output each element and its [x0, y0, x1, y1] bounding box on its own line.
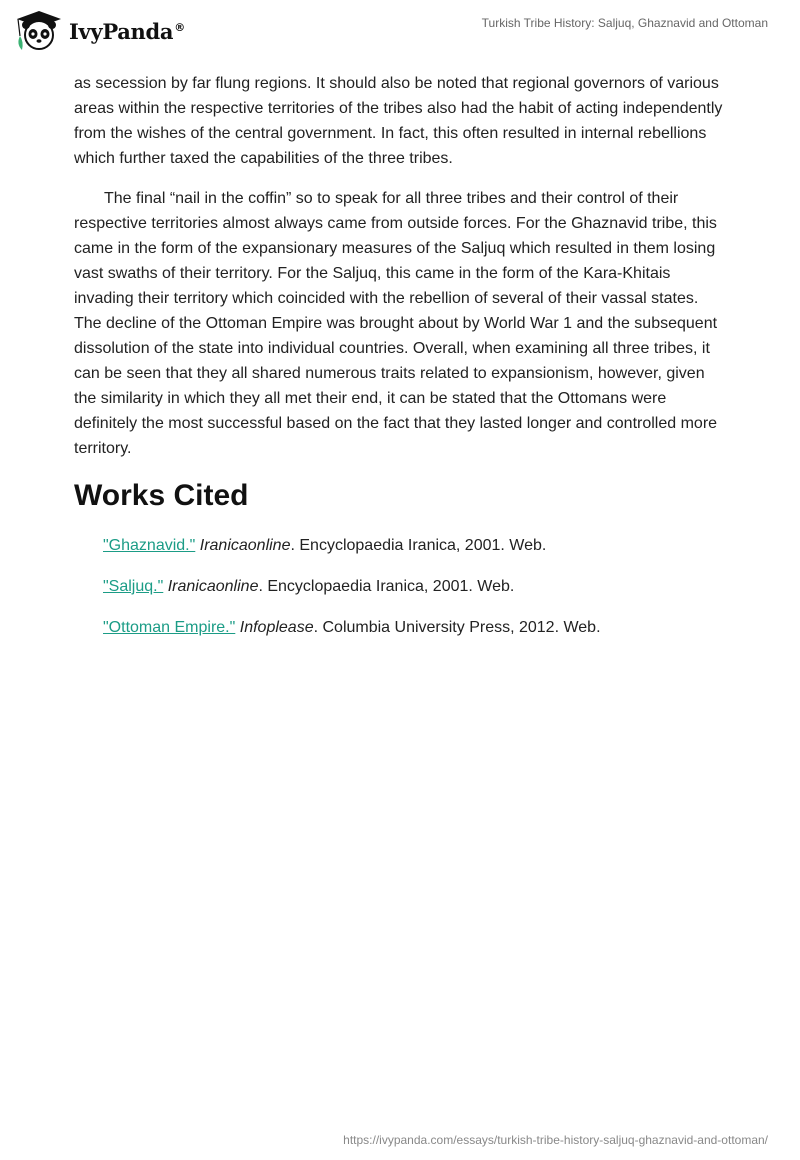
citation-details: . Encyclopaedia Iranica, 2001. Web. [290, 537, 547, 554]
citation-source: Infoplease [239, 619, 314, 636]
citation-link[interactable]: "Saljuq." [103, 578, 164, 595]
document-title: Turkish Tribe History: Saljuq, Ghaznavid and Ottoman [481, 16, 768, 30]
citation-link[interactable]: "Ottoman Empire." [103, 619, 236, 636]
citation-item [103, 533, 730, 558]
body-paragraph: The final “nail in the coffin” so to speak for all three tribes and their control of their respective territories almost always came from outside forces. For the Ghaznavid tribe, this came in the form of the expansionary measures of the Saljuq which resulted in them losing vast swaths of their territory. For the Saljuq, this came in the form of the Kara-Khitais invading their territory which coincided with the rebellion of several of their vassal states. The decline of the Ottoman Empire was brought about by World War 1 and the subsequent dissolution of the state into individual countries. Overall, when examining all three tribes, it can be seen that they all shared numerous traits related to expansionism, however, given the similarity in which they all met their end, it can be stated that the Ottomans were definitely the most successful based on the fact that they lasted longer and controlled more territory. [74, 190, 718, 457]
citation-source: Iranicaonline [199, 537, 291, 554]
brand-logo[interactable] [14, 10, 185, 52]
citation-item [103, 574, 730, 599]
works-cited-heading: Works Cited [74, 479, 249, 512]
page-header [0, 0, 800, 70]
citation-item [103, 615, 730, 640]
brand-name: IvyPanda® [69, 18, 185, 44]
citation-details: . Encyclopaedia Iranica, 2001. Web. [258, 578, 515, 595]
article-body [74, 71, 730, 656]
body-paragraph: as secession by far flung regions. It should also be noted that regional governors of various areas within the respective territories of the tribes also had the habit of acting independently from the wishes of the central government. In fact, this often resulted in internal rebellions which further taxed the capabilities of the three tribes. [74, 75, 723, 167]
source-url: https://ivypanda.com/essays/turkish-tribe-history-saljuq-ghaznavid-and-ottoman/ [343, 1133, 768, 1147]
citation-details: . Columbia University Press, 2012. Web. [313, 619, 601, 636]
works-cited-list [74, 533, 730, 640]
citation-source: Iranicaonline [167, 578, 259, 595]
citation-link[interactable]: "Ghaznavid." [103, 537, 196, 554]
panda-graduate-icon [14, 10, 64, 52]
